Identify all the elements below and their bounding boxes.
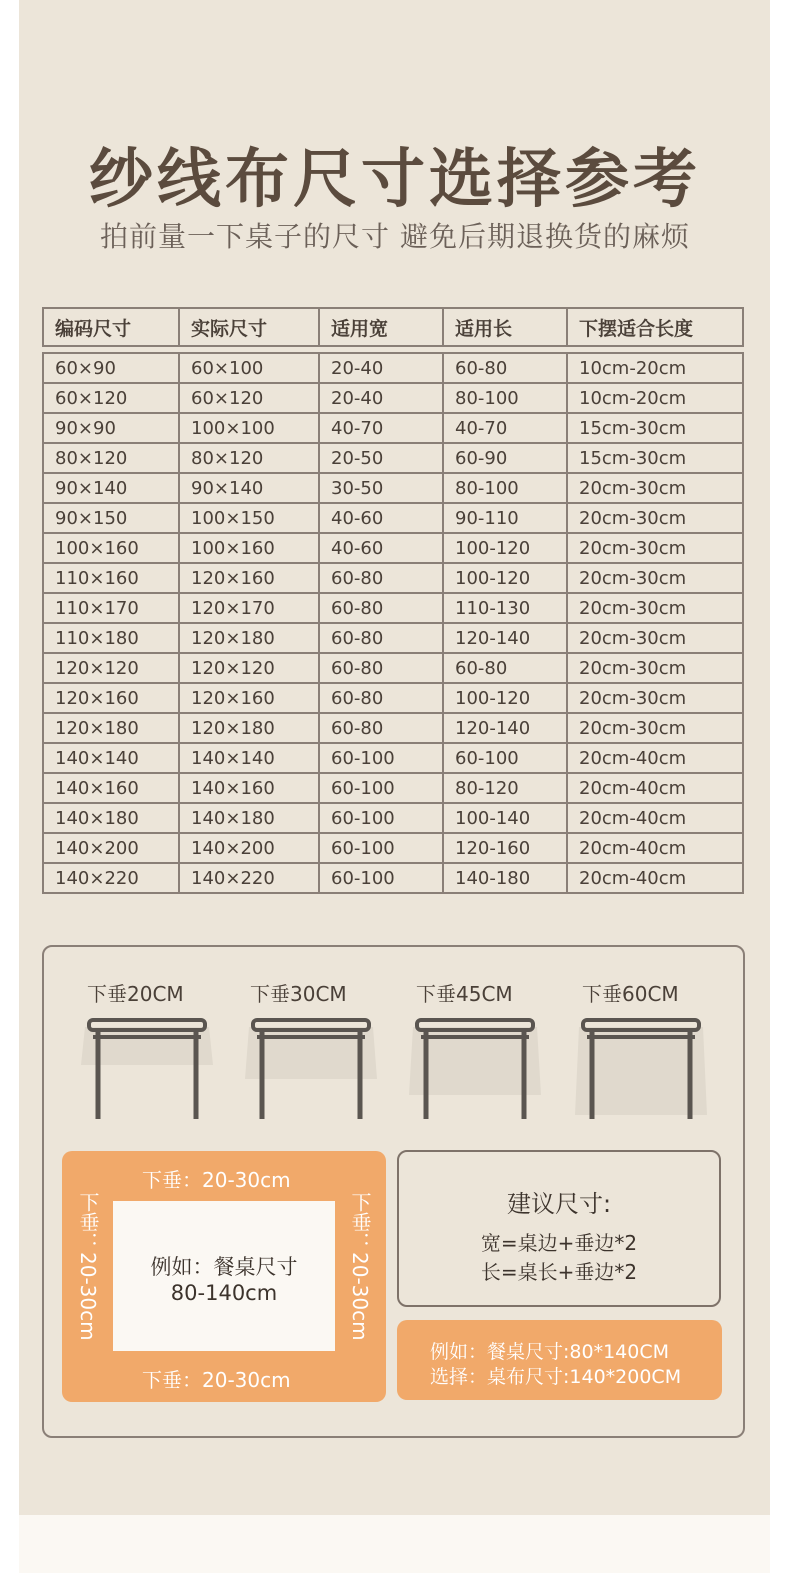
table-cell: 100×160 <box>43 533 179 563</box>
table-drop-20-icon <box>77 1015 217 1130</box>
table-cell: 120-160 <box>443 833 567 863</box>
table-cell: 140×160 <box>43 773 179 803</box>
table-cell: 80×120 <box>43 443 179 473</box>
table-cell: 90×90 <box>43 413 179 443</box>
example-line2: 80-140cm <box>170 1281 278 1305</box>
table-cell: 60-80 <box>443 653 567 683</box>
table-cell: 110×170 <box>43 593 179 623</box>
table-row <box>43 833 743 863</box>
table-cell: 40-60 <box>319 533 443 563</box>
table-row <box>43 683 743 713</box>
suggest-length-formula: 长=桌长+垂边*2 <box>480 1260 638 1284</box>
table-cell: 20cm-30cm <box>567 713 743 743</box>
page-subtitle: 拍前量一下桌子的尺寸 避免后期退换货的麻烦 <box>100 220 690 253</box>
table-row <box>43 803 743 833</box>
table-cell: 120×120 <box>43 653 179 683</box>
table-cell: 20-40 <box>319 383 443 413</box>
table-cell: 110-130 <box>443 593 567 623</box>
table-cell: 60×90 <box>43 353 179 383</box>
table-cell: 140×180 <box>179 803 319 833</box>
table-cell: 60×100 <box>179 353 319 383</box>
drop-top-label: 下垂：20-30cm <box>142 1168 291 1192</box>
table-cell: 110×180 <box>43 623 179 653</box>
table-cell: 20cm-30cm <box>567 563 743 593</box>
table-row <box>43 713 743 743</box>
choose-line2: 选择：桌布尺寸:140*200CM <box>430 1366 682 1388</box>
table-cell: 60×120 <box>43 383 179 413</box>
table-cell: 140-180 <box>443 863 567 893</box>
table-cell: 140×220 <box>179 863 319 893</box>
table-row <box>43 653 743 683</box>
table-drop-45-icon <box>405 1015 545 1130</box>
drop-label-20: 下垂20CM <box>87 982 184 1006</box>
table-cell: 140×200 <box>179 833 319 863</box>
table-cell: 60-80 <box>319 713 443 743</box>
table-cell: 20cm-30cm <box>567 593 743 623</box>
table-row <box>43 623 743 653</box>
table-cell: 60-80 <box>319 563 443 593</box>
table-cell: 90×150 <box>43 503 179 533</box>
table-cell: 20cm-30cm <box>567 653 743 683</box>
table-cell: 90×140 <box>43 473 179 503</box>
header-actual-size: 实际尺寸 <box>179 308 319 346</box>
table-cell: 120×180 <box>179 713 319 743</box>
table-cell: 20cm-40cm <box>567 773 743 803</box>
table-cell: 110×160 <box>43 563 179 593</box>
table-cell: 120×160 <box>179 563 319 593</box>
drop-label-45: 下垂45CM <box>416 982 513 1006</box>
table-cell: 15cm-30cm <box>567 413 743 443</box>
page-title: 纱线布尺寸选择参考 <box>89 143 701 217</box>
table-cell: 140×200 <box>43 833 179 863</box>
table-cell: 40-60 <box>319 503 443 533</box>
table-cell: 60-90 <box>443 443 567 473</box>
table-cell: 60-80 <box>319 653 443 683</box>
table-cell: 120×170 <box>179 593 319 623</box>
table-cell: 60-100 <box>319 863 443 893</box>
table-cell: 140×180 <box>43 803 179 833</box>
table-cell: 140×220 <box>43 863 179 893</box>
table-drop-60-icon <box>571 1015 711 1130</box>
drop-left-label: 下垂：20-30cm <box>76 1192 100 1341</box>
table-cell: 120-140 <box>443 623 567 653</box>
table-cell: 120×180 <box>43 713 179 743</box>
table-cell: 60-100 <box>319 743 443 773</box>
table-drop-30-icon <box>241 1015 381 1130</box>
table-row <box>43 413 743 443</box>
table-cell: 20cm-30cm <box>567 503 743 533</box>
table-cell: 90×140 <box>179 473 319 503</box>
table-cell: 60-80 <box>319 683 443 713</box>
table-cell: 100-120 <box>443 683 567 713</box>
table-cell: 20-40 <box>319 353 443 383</box>
table-row <box>43 863 743 893</box>
table-cell: 120-140 <box>443 713 567 743</box>
table-row <box>43 773 743 803</box>
table-cell: 60-80 <box>319 593 443 623</box>
table-cell: 60-100 <box>319 833 443 863</box>
table-cell: 80-120 <box>443 773 567 803</box>
table-cell: 60-100 <box>443 743 567 773</box>
table-row <box>43 563 743 593</box>
table-cell: 60-100 <box>319 803 443 833</box>
table-cell: 120×160 <box>43 683 179 713</box>
header-fit-length: 适用长 <box>443 308 567 346</box>
header-code-size: 编码尺寸 <box>43 308 179 346</box>
table-cell: 20cm-30cm <box>567 473 743 503</box>
table-cell: 140×140 <box>43 743 179 773</box>
table-header-row <box>43 308 743 346</box>
bottom-strip <box>19 1515 770 1573</box>
choose-line1: 例如：餐桌尺寸:80*140CM <box>430 1341 670 1363</box>
table-cell: 80-100 <box>443 383 567 413</box>
table-cell: 120×160 <box>179 683 319 713</box>
size-table-header <box>42 307 744 347</box>
header-fit-width: 适用宽 <box>319 308 443 346</box>
table-row <box>43 503 743 533</box>
table-cell: 60-80 <box>319 623 443 653</box>
table-cell: 20cm-30cm <box>567 683 743 713</box>
table-cell: 20cm-30cm <box>567 533 743 563</box>
table-row <box>43 383 743 413</box>
table-cell: 80×120 <box>179 443 319 473</box>
table-cell: 90-110 <box>443 503 567 533</box>
table-cell: 20cm-40cm <box>567 803 743 833</box>
table-cell: 20cm-40cm <box>567 743 743 773</box>
table-cell: 10cm-20cm <box>567 383 743 413</box>
table-cell: 20cm-40cm <box>567 863 743 893</box>
table-cell: 10cm-20cm <box>567 353 743 383</box>
table-cell: 100-120 <box>443 563 567 593</box>
drop-label-60: 下垂60CM <box>582 982 679 1006</box>
header-hem-length: 下摆适合长度 <box>567 308 743 346</box>
table-cell: 40-70 <box>319 413 443 443</box>
suggest-title: 建议尺寸: <box>506 1190 612 1218</box>
table-row <box>43 593 743 623</box>
table-cell: 60-80 <box>443 353 567 383</box>
table-cell: 20-50 <box>319 443 443 473</box>
table-row <box>43 743 743 773</box>
table-cell: 60×120 <box>179 383 319 413</box>
table-cell: 140×140 <box>179 743 319 773</box>
table-cell: 100×150 <box>179 503 319 533</box>
table-cell: 30-50 <box>319 473 443 503</box>
size-table <box>42 352 744 894</box>
table-cell: 100×160 <box>179 533 319 563</box>
table-cell: 20cm-40cm <box>567 833 743 863</box>
example-line1: 例如：餐桌尺寸 <box>150 1255 298 1279</box>
table-cell: 120×120 <box>179 653 319 683</box>
table-row <box>43 353 743 383</box>
table-cell: 100-120 <box>443 533 567 563</box>
table-cell: 100-140 <box>443 803 567 833</box>
table-cell: 120×180 <box>179 623 319 653</box>
table-cell: 60-100 <box>319 773 443 803</box>
drop-right-label: 下垂：20-30cm <box>348 1192 372 1341</box>
table-cell: 80-100 <box>443 473 567 503</box>
suggest-width-formula: 宽=桌边+垂边*2 <box>480 1231 638 1255</box>
drop-bottom-label: 下垂：20-30cm <box>142 1368 291 1392</box>
drop-label-30: 下垂30CM <box>250 982 347 1006</box>
table-cell: 100×100 <box>179 413 319 443</box>
table-cell: 20cm-30cm <box>567 623 743 653</box>
table-row <box>43 473 743 503</box>
table-cell: 140×160 <box>179 773 319 803</box>
table-row <box>43 533 743 563</box>
table-cell: 40-70 <box>443 413 567 443</box>
table-row <box>43 443 743 473</box>
table-cell: 15cm-30cm <box>567 443 743 473</box>
